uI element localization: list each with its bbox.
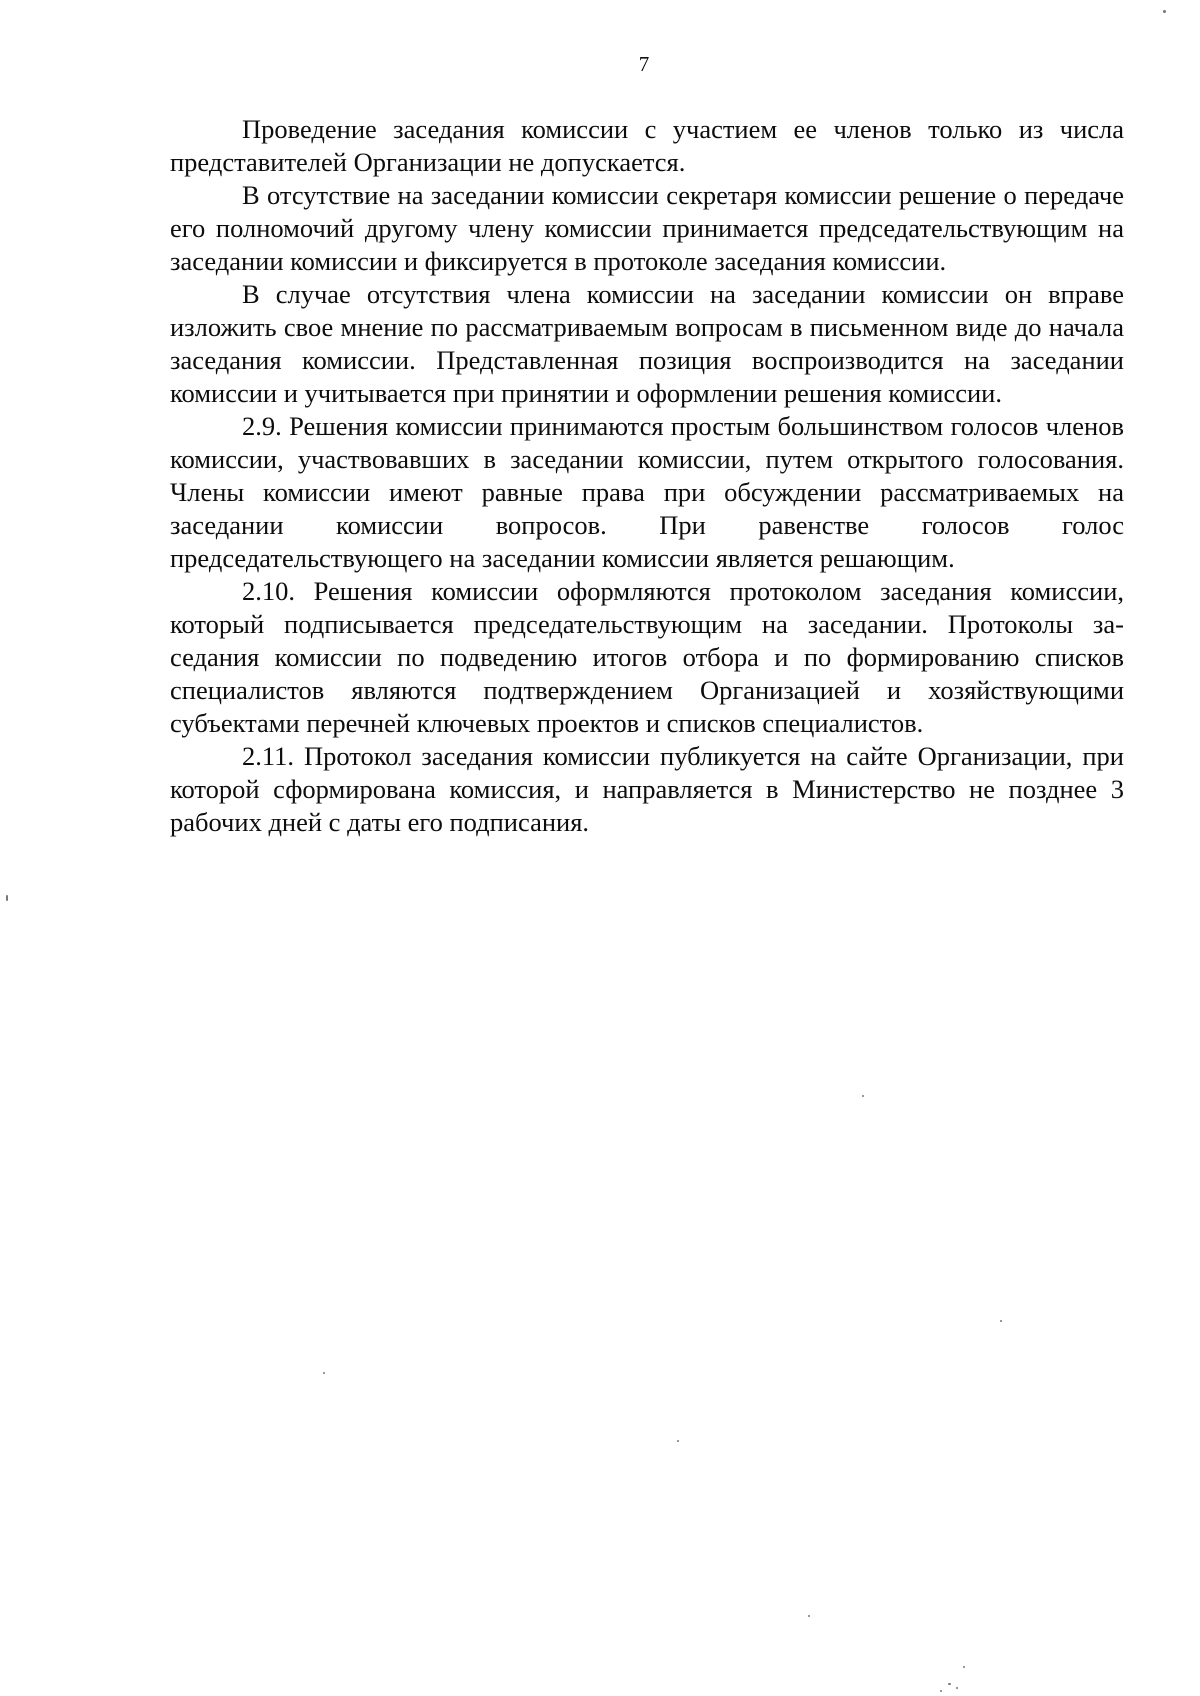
paragraph: 2.11. Протокол заседания комиссии публикуется на сайте Организации, при которой сформирована комиссия, и направляется в Министерство не позднее 3 рабочих дней с даты его подписания. <box>170 741 1124 837</box>
paragraph: В случае отсутствия члена комиссии на заседании комиссии он вправе изложить свое мнение по рассматриваемым вопросам в письменном виде до начала заседания комиссии. Представленная позиция воспроизводится на заседании комиссии и учитывается при принятии и оформлении решения комиссии. <box>170 279 1124 408</box>
paragraph: 2.9. Решения комиссии принимаются простым большинством голосов членов комиссии, участвовавших в заседании комиссии, путем открытого голосования. Члены комиссии имеют равные права при обсуждении рассматриваемых на заседании комиссии вопросов. При равенстве голосов голос председательствующего на заседании комиссии является решающим. <box>170 411 1124 573</box>
paragraph: В отсутствие на заседании комиссии секретаря комиссии решение о передаче его полномочий другому члену комиссии принимается председательствующим на заседании комиссии и фиксируется в протоколе заседания комиссии. <box>170 180 1124 276</box>
scan-speck <box>940 1690 942 1692</box>
scan-speck <box>1000 1320 1002 1322</box>
paragraph: 2.10. Решения комиссии оформляются протоколом заседания комиссии, который подписывается председательствующим на заседании. Протоколы заседания комиссии по подведению итогов отбора и по формированию списков специалистов являются подтверждением Организацией и хозяйствующими субъектами перечней ключевых проектов и списков специалистов. <box>170 576 1124 738</box>
scan-speck <box>948 1683 951 1685</box>
scan-speck <box>6 895 8 901</box>
scan-speck <box>956 1687 958 1689</box>
scan-speck <box>1163 10 1166 13</box>
scan-speck <box>862 1095 864 1097</box>
paragraph: Проведение заседания комиссии с участием ее членов только из числа представителей Организации не допускается. <box>170 114 1124 177</box>
scan-speck <box>323 1372 325 1374</box>
scan-speck <box>677 1440 679 1442</box>
scan-speck <box>963 1666 965 1668</box>
page-number: 7 <box>638 52 650 76</box>
document-body <box>170 113 1124 839</box>
scan-speck <box>808 1615 810 1617</box>
